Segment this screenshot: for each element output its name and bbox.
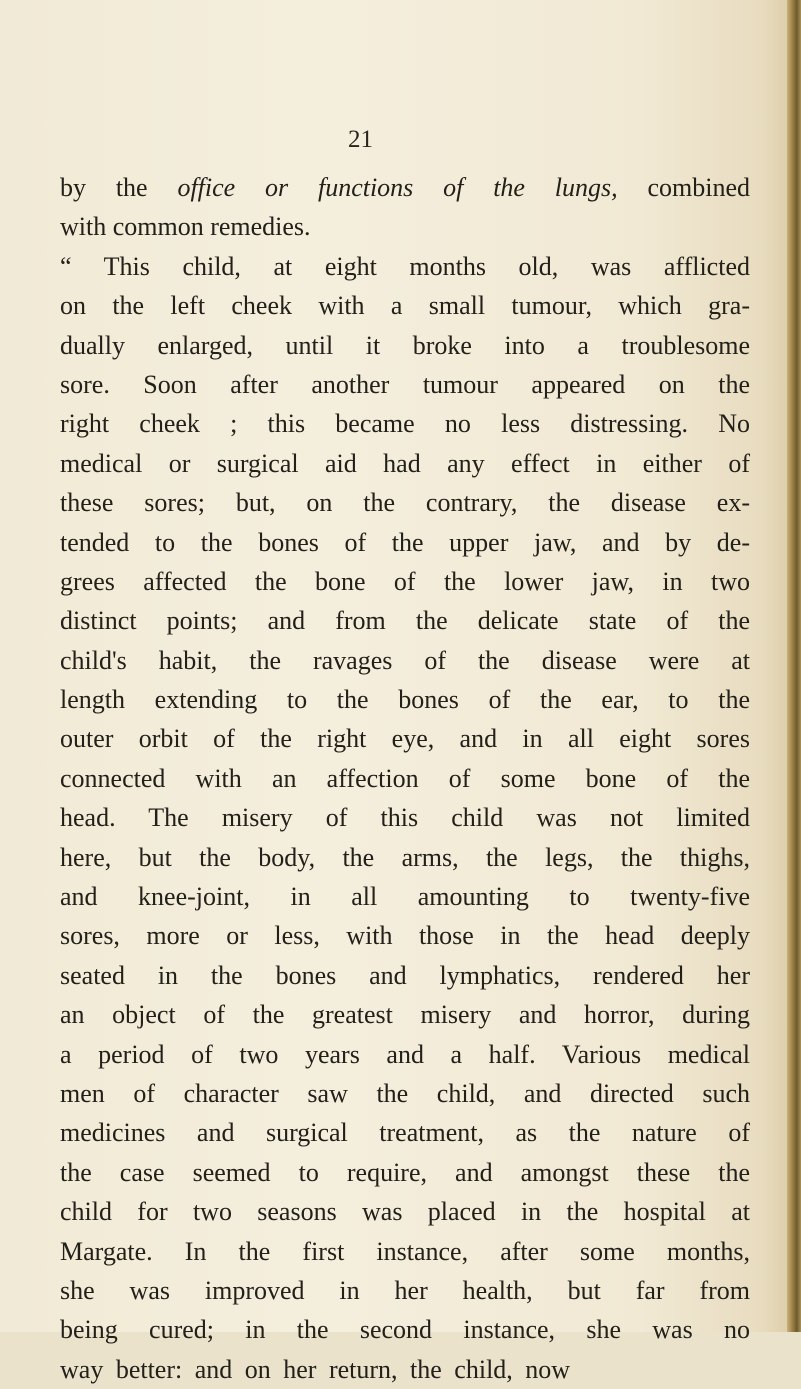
text-line: sore. Soon after another tumour appeared on the — [60, 369, 750, 399]
text-line: medicines and surgical treatment, as the nature of — [60, 1118, 750, 1148]
text-line: tended to the bones of the upper jaw, and by de- — [60, 527, 750, 557]
body-text — [60, 168, 750, 1389]
text-line: dually enlarged, until it broke into a troublesome — [60, 330, 750, 360]
text-line — [60, 168, 750, 207]
text-line: connected with an affection of some bone of the — [60, 763, 750, 793]
text-line: seated in the bones and lymphatics, rendered her — [60, 960, 750, 990]
text-line-prefix: by the — [60, 173, 178, 202]
text-line: here, but the body, the arms, the legs, the thighs, — [60, 842, 750, 872]
text-line: medical or surgical aid had any effect in either of — [60, 448, 750, 478]
text-line: men of character saw the child, and directed such — [60, 1078, 750, 1108]
text-line: an object of the greatest misery and horror, during — [60, 1000, 750, 1030]
text-line: “ This child, at eight months old, was afflicted — [60, 251, 750, 281]
text-line: head. The misery of this child was not limited — [60, 803, 750, 833]
text-line: she was improved in her health, but far from — [60, 1275, 750, 1305]
text-line: grees affected the bone of the lower jaw, in two — [60, 566, 750, 596]
text-line: and knee-joint, in all amounting to twenty-five — [60, 882, 750, 912]
text-line: child for two seasons was placed in the hospital at — [60, 1197, 750, 1227]
book-spine-edge — [787, 0, 801, 1332]
text-line: right cheek ; this became no less distressing. No — [60, 409, 750, 439]
text-line: child's habit, the ravages of the disease were at — [60, 645, 750, 675]
text-line: on the left cheek with a small tumour, which gra- — [60, 291, 750, 321]
text-line: outer orbit of the right eye, and in all eight sores — [60, 724, 750, 754]
text-line: sores, more or less, with those in the head deeply — [60, 921, 750, 951]
text-line: Margate. In the first instance, after some months, — [60, 1236, 750, 1266]
text-line: being cured; in the second instance, she was no — [60, 1315, 750, 1345]
text-line-suffix: combined — [617, 173, 751, 202]
text-line: these sores; but, on the contrary, the disease ex- — [60, 488, 750, 518]
text-line: a period of two years and a half. Various medical — [60, 1039, 750, 1069]
text-line: with common remedies. — [60, 212, 311, 242]
page-number: 21 — [348, 126, 373, 153]
text-line: length extending to the bones of the ear, to the — [60, 685, 750, 715]
text-line: distinct points; and from the delicate state of the — [60, 606, 750, 636]
text-line: the case seemed to require, and amongst these the — [60, 1157, 750, 1187]
italic-phrase: office or functions of the lungs, — [177, 173, 618, 202]
text-line: way better: and on her return, the child, now — [60, 1354, 571, 1384]
